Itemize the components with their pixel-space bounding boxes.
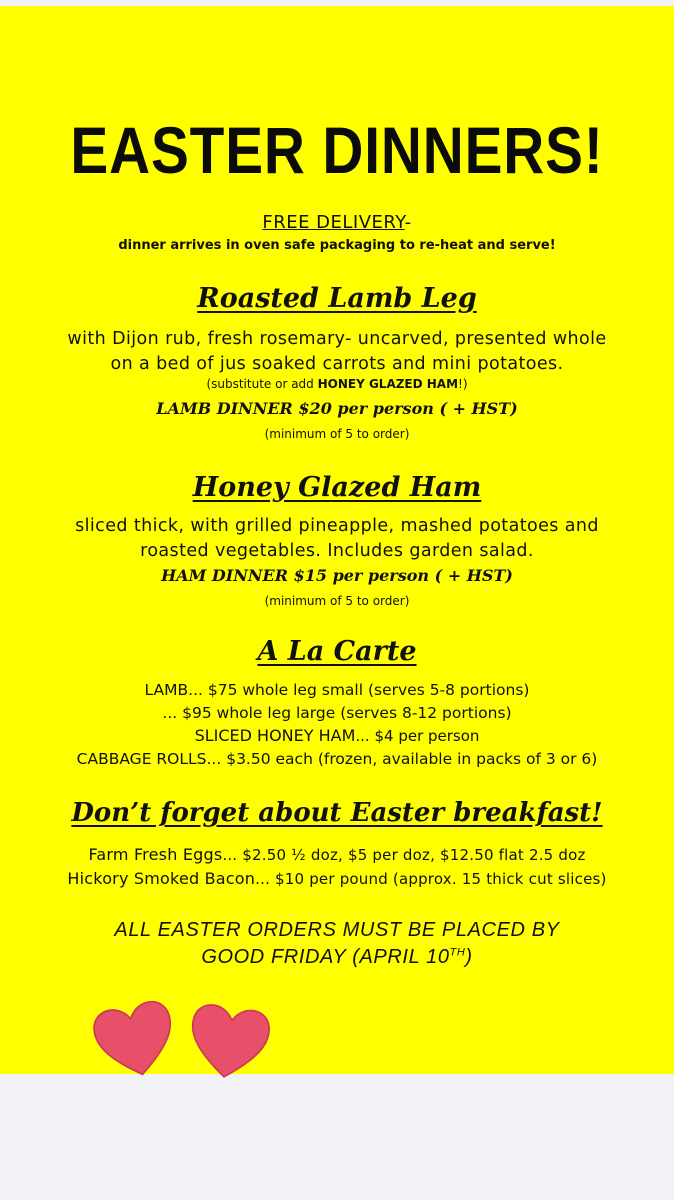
lamb-sub-ham: HONEY GLAZED HAM: [317, 377, 459, 391]
item-detail: ... $95 whole leg large (serves 8-12 portions): [162, 704, 512, 722]
breakfast-heading: Don’t forget about Easter breakfast!: [71, 798, 603, 828]
ham-heading: Honey Glazed Ham: [192, 472, 482, 503]
lamb-description-line2: on a bed of jus soaked carrots and mini potatoes.: [110, 354, 564, 374]
lamb-price: LAMB DINNER $20 per person ( + HST): [156, 399, 518, 418]
a-la-carte-heading: A La Carte: [257, 636, 417, 667]
lamb-substitute-note: [0, 377, 674, 391]
deadline-text: GOOD FRIDAY (APRIL 10: [201, 946, 450, 968]
lamb-sub-prefix: (substitute or add: [206, 377, 318, 391]
ham-minimum: (minimum of 5 to order): [264, 594, 410, 608]
a-la-carte-item: [0, 726, 674, 745]
a-la-carte-item: [0, 681, 674, 699]
item-name: Hickory Smoked Bacon: [67, 869, 256, 888]
breakfast-item: [0, 845, 674, 864]
deadline-close: ): [465, 946, 473, 968]
lamb-sub-suffix: !): [458, 377, 468, 391]
free-delivery-dash: -: [404, 212, 412, 233]
a-la-carte-item: [0, 750, 674, 768]
item-detail: ... $4 per person: [355, 727, 480, 745]
free-delivery-label: FREE DELIVERY: [262, 212, 405, 233]
lamb-heading: Roasted Lamb Leg: [197, 283, 477, 314]
ham-price: HAM DINNER $15 per person ( + HST): [161, 566, 513, 585]
item-detail: ... $3.50 each (frozen, available in packs of 3 or 6): [206, 750, 598, 768]
free-delivery-line: [0, 212, 674, 233]
page-title: EASTER DINNERS!: [70, 113, 604, 187]
a-la-carte-item: [0, 704, 674, 722]
item-name: SLICED HONEY HAM: [194, 726, 356, 745]
order-deadline-line2: [0, 946, 674, 969]
heart-icon: [92, 996, 178, 1082]
item-detail: ... $10 per pound (approx. 15 thick cut slices): [255, 870, 607, 888]
ham-description-line2: roasted vegetables. Includes garden salad.: [140, 541, 534, 561]
deadline-superscript: TH: [449, 946, 466, 959]
heart-icon: [186, 998, 272, 1084]
item-name: CABBAGE ROLLS: [76, 750, 207, 768]
item-detail: ... $75 whole leg small (serves 5-8 portions): [188, 681, 530, 699]
lamb-minimum: (minimum of 5 to order): [264, 427, 410, 441]
breakfast-item: [0, 869, 674, 888]
ham-description-line1: sliced thick, with grilled pineapple, mashed potatoes and: [75, 516, 599, 536]
order-deadline-line1: ALL EASTER ORDERS MUST BE PLACED BY: [114, 919, 560, 941]
item-name: LAMB: [144, 681, 189, 699]
delivery-detail: dinner arrives in oven safe packaging to re-heat and serve!: [118, 238, 556, 253]
lamb-description-line1: with Dijon rub, fresh rosemary- uncarved, presented whole: [67, 329, 607, 349]
item-name: Farm Fresh Eggs: [88, 845, 223, 864]
item-detail: ... $2.50 ½ doz, $5 per doz, $12.50 flat 2.5 doz: [222, 846, 586, 864]
